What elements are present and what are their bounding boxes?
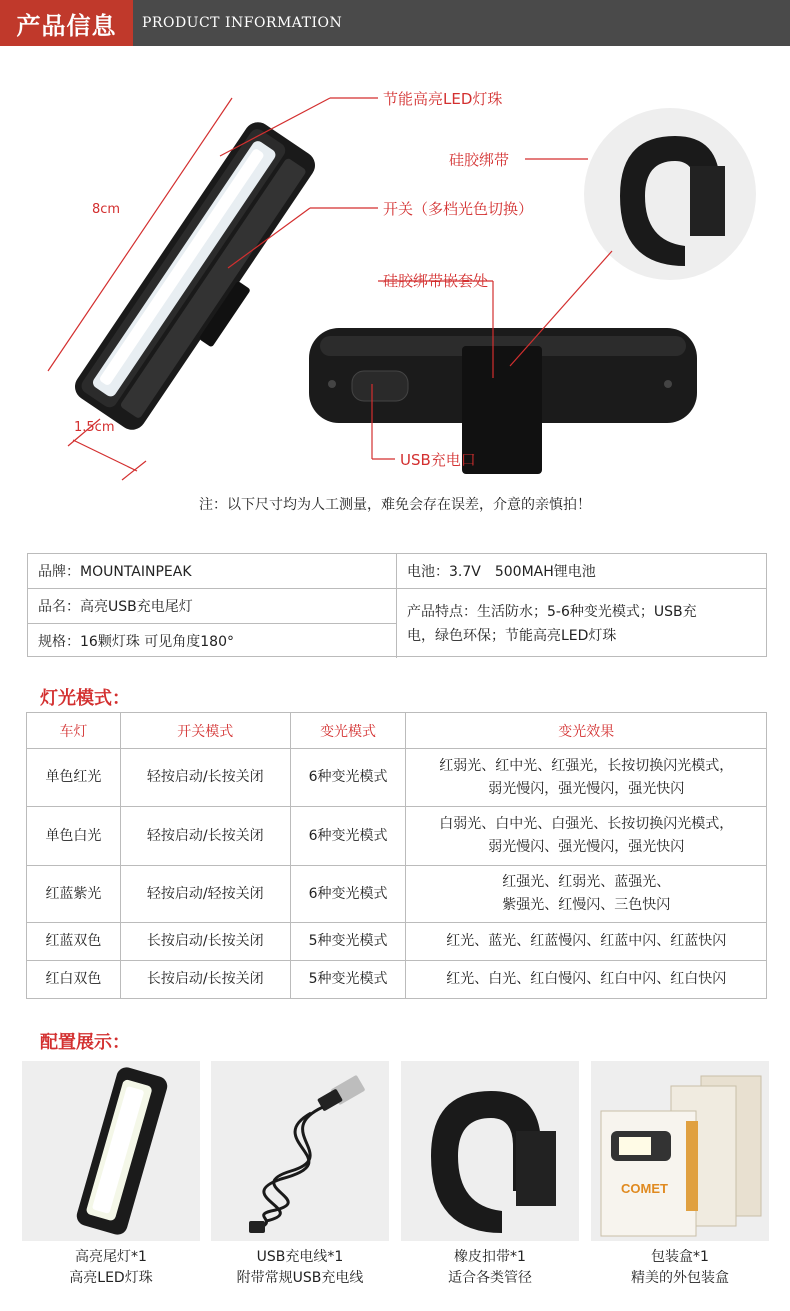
config-section-title: 配置展示： <box>40 1032 130 1053</box>
header-title-en: PRODUCT INFORMATION <box>142 15 343 31</box>
usb-cable-icon <box>211 1061 389 1241</box>
spec-features-line1: 产品特点：生活防水；5-6种变光模式；USB充 <box>407 603 697 620</box>
header-mode: 变光模式 <box>290 713 406 749</box>
config-image-usb-cable <box>211 1061 389 1241</box>
rubber-strap-icon <box>401 1061 579 1241</box>
cell-light: 单色红光 <box>27 749 121 807</box>
cell-light: 红白双色 <box>27 961 121 999</box>
dimension-thickness: 1.5cm <box>74 420 115 435</box>
measurement-note: 注：以下尺寸均为人工测量，难免会存在误差，介意的亲慎拍！ <box>199 497 591 513</box>
spec-features-line2: 电，绿色环保；节能高亮LED灯珠 <box>407 627 617 644</box>
table-row <box>27 866 767 923</box>
callout-strap-slot: 硅胶绑带嵌套处 <box>383 272 489 290</box>
dimension-length: 8cm <box>92 202 121 217</box>
spec-name: 品名：高亮USB充电尾灯 <box>28 589 397 624</box>
cell-light: 红蓝紫光 <box>27 866 121 923</box>
config-image-rubber-strap <box>401 1061 579 1241</box>
package-box-label: COMET <box>621 1181 668 1196</box>
table-header-row <box>27 713 767 749</box>
modes-section-title: 灯光模式： <box>40 688 130 709</box>
cell-switch: 轻按启动/长按关闭 <box>120 807 290 866</box>
header-effect: 变光效果 <box>406 713 767 749</box>
config-image-package-box <box>591 1061 769 1241</box>
cell-mode: 6种变光模式 <box>290 749 406 807</box>
config-caption-tail-light: 高亮尾灯*1 高亮LED灯珠 <box>69 1249 153 1286</box>
table-row <box>27 961 767 999</box>
cell-mode: 6种变光模式 <box>290 866 406 923</box>
table-row <box>27 923 767 961</box>
callout-led: 节能高亮LED灯珠 <box>383 90 503 108</box>
callout-usb: USB充电口 <box>400 451 476 469</box>
header-switch: 开关模式 <box>120 713 290 749</box>
callout-strap: 硅胶绑带 <box>449 151 510 169</box>
table-row <box>27 807 767 866</box>
package-box-icon <box>591 1061 769 1241</box>
cell-switch: 轻按启动/长按关闭 <box>120 749 290 807</box>
cell-mode: 6种变光模式 <box>290 807 406 866</box>
spec-features <box>397 589 766 658</box>
config-caption-rubber-strap: 橡皮扣带*1 适合各类管径 <box>448 1249 532 1286</box>
spec-battery: 电池：3.7V 500MAH锂电池 <box>397 554 766 589</box>
product-illustration <box>0 46 790 486</box>
cell-light: 单色白光 <box>27 807 121 866</box>
product-diagram-svg <box>0 46 790 486</box>
tail-light-back-image <box>309 328 697 474</box>
config-image-tail-light <box>22 1061 200 1241</box>
cell-effect: 白弱光、白中光、白强光、长按切换闪光模式， 弱光慢闪、强光慢闪，强光快闪 <box>406 807 767 866</box>
tail-light-icon <box>22 1061 200 1241</box>
cell-switch: 轻按启动/轻按关闭 <box>120 866 290 923</box>
cell-effect: 红强光、红弱光、蓝强光、 紫强光、红慢闪、三色快闪 <box>406 866 767 923</box>
header-light: 车灯 <box>27 713 121 749</box>
cell-switch: 长按启动/长按关闭 <box>120 923 290 961</box>
cell-switch: 长按启动/长按关闭 <box>120 961 290 999</box>
cell-light: 红蓝双色 <box>27 923 121 961</box>
cell-effect: 红光、蓝光、红蓝慢闪、红蓝中闪、红蓝快闪 <box>406 923 767 961</box>
config-caption-usb-cable: USB充电线*1 附带常规USB充电线 <box>236 1249 364 1286</box>
table-row <box>27 749 767 807</box>
callout-switch: 开关（多档光色切换） <box>383 200 534 218</box>
light-modes-table <box>26 712 767 999</box>
header-title-cn: 产品信息 <box>0 0 133 46</box>
cell-effect: 红弱光、红中光、红强光，长按切换闪光模式， 弱光慢闪，强光慢闪，强光快闪 <box>406 749 767 807</box>
cell-mode: 5种变光模式 <box>290 961 406 999</box>
spec-brand: 品牌：MOUNTAINPEAK <box>28 554 397 589</box>
header-bar <box>0 0 790 46</box>
cell-effect: 红光、白光、红白慢闪、红白中闪、红白快闪 <box>406 961 767 999</box>
spec-table <box>27 553 767 657</box>
config-caption-package-box: 包装盒*1 精美的外包装盒 <box>631 1249 729 1286</box>
spec-size: 规格：16颗灯珠 可见角度180° <box>28 624 397 658</box>
cell-mode: 5种变光模式 <box>290 923 406 961</box>
